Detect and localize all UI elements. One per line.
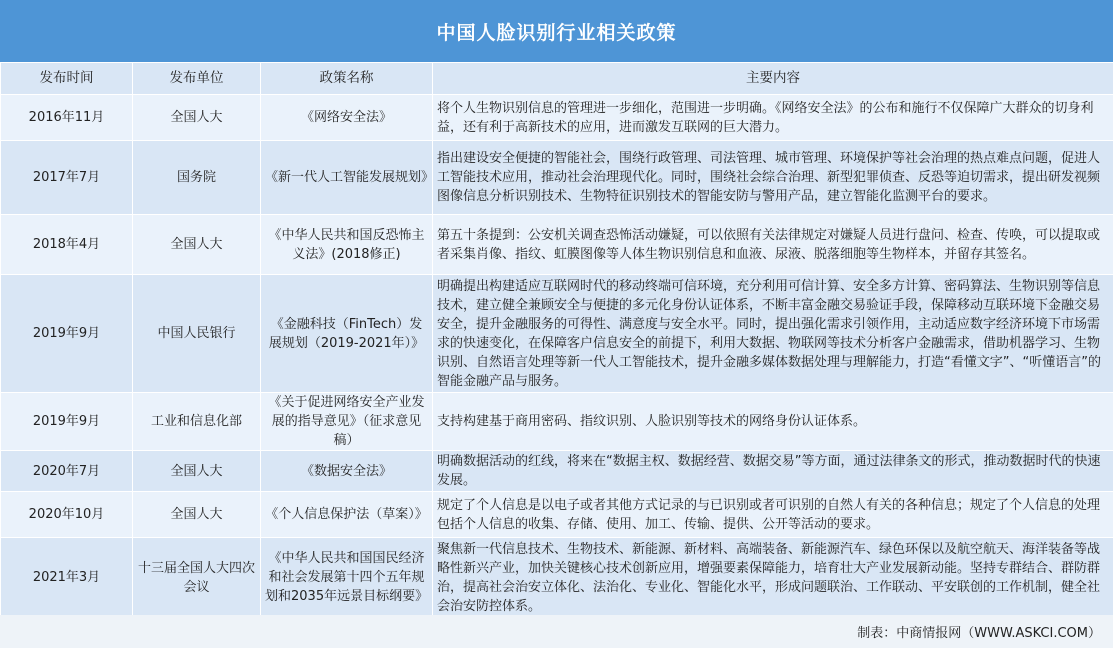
table-row bbox=[1, 492, 1113, 538]
cell-date: 2018年4月 bbox=[1, 215, 133, 275]
cell-policy: 《中华人民共和国反恐怖主义法》(2018修正) bbox=[261, 215, 433, 275]
cell-org: 全国人大 bbox=[133, 95, 261, 141]
cell-org: 中国人民银行 bbox=[133, 275, 261, 393]
table-row bbox=[1, 215, 1113, 275]
cell-date: 2021年3月 bbox=[1, 538, 133, 618]
table-row bbox=[1, 451, 1113, 492]
cell-org: 全国人大 bbox=[133, 492, 261, 538]
table-row bbox=[1, 275, 1113, 393]
table-row bbox=[1, 393, 1113, 451]
cell-date: 2019年9月 bbox=[1, 275, 133, 393]
cell-date: 2019年9月 bbox=[1, 393, 133, 451]
source-footer bbox=[0, 615, 1113, 648]
header-date: 发布时间 bbox=[1, 63, 133, 95]
table-row bbox=[1, 538, 1113, 618]
cell-policy: 《网络安全法》 bbox=[261, 95, 433, 141]
cell-policy: 《中华人民共和国国民经济和社会发展第十四个五年规划和2035年远景目标纲要》 bbox=[261, 538, 433, 618]
header-policy: 政策名称 bbox=[261, 63, 433, 95]
cell-content: 支持构建基于商用密码、指纹识别、人脸识别等技术的网络身份认证体系。 bbox=[433, 393, 1113, 451]
cell-policy: 《数据安全法》 bbox=[261, 451, 433, 492]
table-header-row bbox=[1, 63, 1113, 95]
cell-policy: 《新一代人工智能发展规划》 bbox=[261, 141, 433, 215]
cell-org: 十三届全国人大四次会议 bbox=[133, 538, 261, 618]
cell-content: 明确提出构建适应互联网时代的移动终端可信环境，充分利用可信计算、安全多方计算、密码算法、生物识别等信息技术，建立健全兼顾安全与便捷的多元化身份认证体系，不断丰富金融交易验证手段，保障移动互联环境下金融交易安全，提升金融服务的可得性、满意度与安全水平。同时，提出强化需求引领作用，主动适应数字经济环境下市场需求的快速变化，在保障客户信息安全的前提下，利用大数据、物联网等技术分析客户金融需求，借助机器学习、生物识别、自然语言处理等新一代人工智能技术，提升金融多媒体数据处理与理解能力，打造“看懂文字”、“听懂语言”的智能金融产品与服务。 bbox=[433, 275, 1113, 393]
cell-content: 规定了个人信息是以电子或者其他方式记录的与已识别或者可识别的自然人有关的各种信息；规定了个人信息的处理包括个人信息的收集、存储、使用、加工、传输、提供、公开等活动的要求。 bbox=[433, 492, 1113, 538]
header-content: 主要内容 bbox=[433, 63, 1113, 95]
cell-policy: 《金融科技（FinTech）发展规划（2019-2021年）》 bbox=[261, 275, 433, 393]
cell-content: 指出建设安全便捷的智能社会，围绕行政管理、司法管理、城市管理、环境保护等社会治理的热点难点问题，促进人工智能技术应用，推动社会治理现代化。同时，围绕社会综合治理、新型犯罪侦查、反恐等迫切需求，提出研发视频图像信息分析识别技术、生物特征识别技术的智能安防与警用产品，建立智能化监测平台的要求。 bbox=[433, 141, 1113, 215]
cell-policy: 《关于促进网络安全产业发展的指导意见》（征求意见稿） bbox=[261, 393, 433, 451]
cell-date: 2016年11月 bbox=[1, 95, 133, 141]
table-row bbox=[1, 95, 1113, 141]
cell-content: 将个人生物识别信息的管理进一步细化，范围进一步明确。《网络安全法》的公布和施行不仅保障广大群众的切身利益，还有利于高新技术的应用，进而激发互联网的巨大潜力。 bbox=[433, 95, 1113, 141]
cell-content: 明确数据活动的红线，将来在“数据主权、数据经营、数据交易”等方面，通过法律条文的形式，推动数据时代的快速发展。 bbox=[433, 451, 1113, 492]
page-title: 中国人脸识别行业相关政策 bbox=[0, 0, 1113, 62]
cell-policy: 《个人信息保护法（草案）》 bbox=[261, 492, 433, 538]
cell-date: 2020年7月 bbox=[1, 451, 133, 492]
cell-org: 国务院 bbox=[133, 141, 261, 215]
header-org: 发布单位 bbox=[133, 63, 261, 95]
cell-org: 全国人大 bbox=[133, 451, 261, 492]
cell-org: 全国人大 bbox=[133, 215, 261, 275]
cell-content: 第五十条提到：公安机关调查恐怖活动嫌疑，可以依照有关法律规定对嫌疑人员进行盘问、检查、传唤，可以提取或者采集肖像、指纹、虹膜图像等人体生物识别信息和血液、尿液、脱落细胞等生物样本，并留存其签名。 bbox=[433, 215, 1113, 275]
table-row bbox=[1, 141, 1113, 215]
policy-table bbox=[0, 62, 1113, 618]
cell-content: 聚焦新一代信息技术、生物技术、新能源、新材料、高端装备、新能源汽车、绿色环保以及航空航天、海洋装备等战略性新兴产业，加快关键核心技术创新应用，增强要素保障能力，培育壮大产业发展新动能。坚持专群结合、群防群治，提高社会治安立体化、法治化、专业化、智能化水平，形成问题联治、工作联动、平安联创的工作机制，健全社会治安防控体系。 bbox=[433, 538, 1113, 618]
source-note: 制表：中商情报网（WWW.ASKCI.COM） bbox=[857, 626, 1101, 641]
cell-date: 2017年7月 bbox=[1, 141, 133, 215]
cell-date: 2020年10月 bbox=[1, 492, 133, 538]
cell-org: 工业和信息化部 bbox=[133, 393, 261, 451]
